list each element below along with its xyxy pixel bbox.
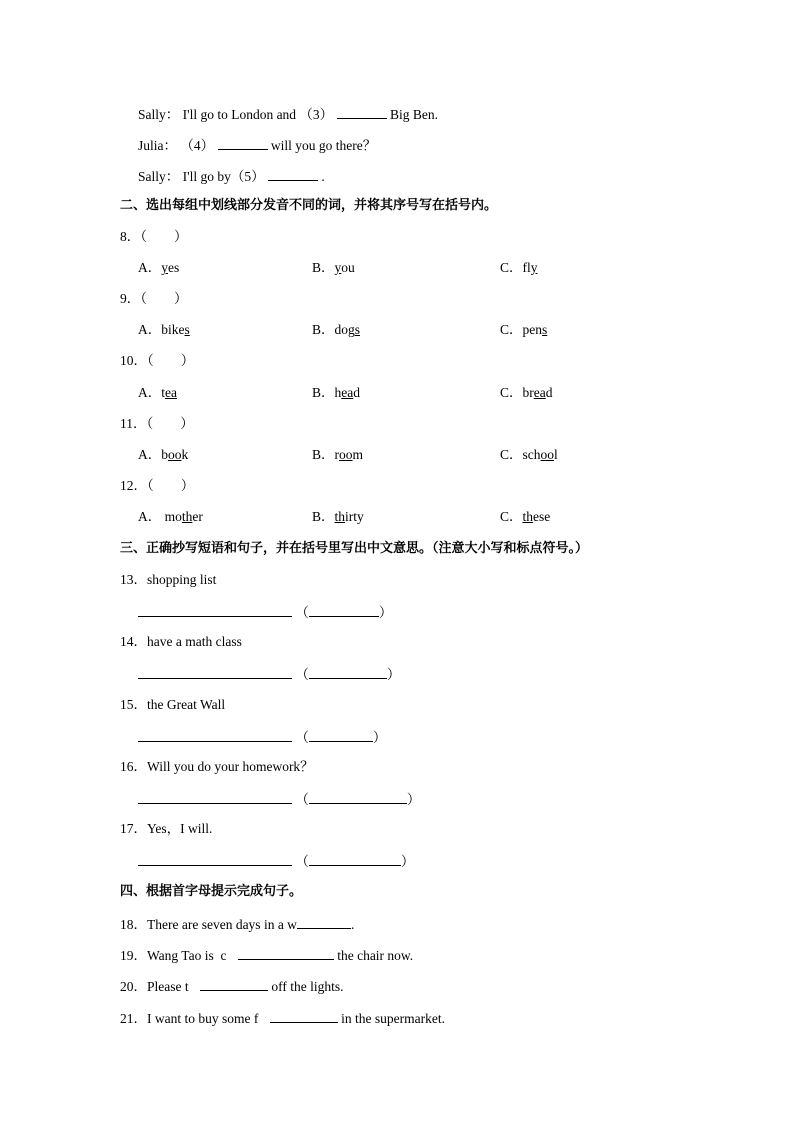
copy-answer-row: （ ）: [138, 789, 420, 809]
meaning-blank[interactable]: [309, 851, 401, 866]
question-number[interactable]: 10．（ ）: [120, 353, 195, 368]
option-c[interactable]: C．school: [500, 447, 558, 462]
question-number[interactable]: 8．（ ）: [120, 229, 188, 244]
meaning-blank[interactable]: [309, 789, 407, 804]
answer-blank[interactable]: [200, 976, 268, 991]
question-prompt: 15．the Great Wall: [120, 697, 226, 712]
option-b[interactable]: B．you: [312, 260, 355, 275]
option-a[interactable]: A．yes: [138, 260, 180, 275]
copy-blank[interactable]: [138, 789, 292, 804]
copy-blank[interactable]: [138, 602, 292, 617]
meaning-blank[interactable]: [309, 727, 373, 742]
copy-blank[interactable]: [138, 727, 292, 742]
dialogue-line: [138, 166, 325, 186]
question-prompt: 16．Will you do your homework？: [120, 759, 314, 774]
answer-blank[interactable]: [238, 945, 334, 960]
question-prompt: 14．have a math class: [120, 634, 242, 649]
section-heading: 二、选出每组中划线部分发音不同的词，并将其序号写在括号内。: [120, 198, 498, 213]
dialogue-text: I'll go by（5）: [182, 169, 265, 184]
fill-sentence: 19．Wang Tao is c the chair now.: [120, 945, 413, 965]
copy-blank[interactable]: [138, 664, 292, 679]
option-c[interactable]: C．bread: [500, 385, 553, 400]
copy-answer-row: （ ）: [138, 602, 392, 622]
answer-blank[interactable]: [297, 914, 351, 929]
dialogue-text: will you go there？: [270, 138, 377, 153]
answer-blank[interactable]: [268, 166, 318, 181]
speaker-label: Sally：: [138, 107, 180, 122]
copy-answer-row: （ ）: [138, 851, 414, 871]
option-b[interactable]: B．thirty: [312, 509, 364, 524]
dialogue-text: .: [321, 169, 325, 184]
speaker-label: Sally：: [138, 169, 180, 184]
copy-answer-row: （ ）: [138, 727, 386, 747]
answer-blank[interactable]: [218, 135, 268, 150]
option-c[interactable]: C．these: [500, 509, 551, 524]
option-b[interactable]: B．head: [312, 385, 360, 400]
fill-sentence: 20．Please t off the lights.: [120, 976, 344, 996]
dialogue-text: Big Ben.: [389, 107, 438, 122]
meaning-blank[interactable]: [309, 664, 387, 679]
fill-sentence: 21．I want to buy some f in the supermarket.: [120, 1008, 445, 1028]
option-b[interactable]: B．room: [312, 447, 364, 462]
answer-blank[interactable]: [337, 104, 387, 119]
question-number[interactable]: 9．（ ）: [120, 291, 188, 306]
question-prompt: 17．Yes，I will.: [120, 821, 213, 836]
copy-blank[interactable]: [138, 851, 292, 866]
dialogue-text: （4）: [180, 138, 215, 153]
option-a[interactable]: A． mother: [138, 509, 203, 524]
option-a[interactable]: A．tea: [138, 385, 177, 400]
question-number[interactable]: 11．（ ）: [120, 416, 194, 431]
question-prompt: 13．shopping list: [120, 572, 217, 587]
option-a[interactable]: A．book: [138, 447, 189, 462]
copy-answer-row: （ ）: [138, 664, 400, 684]
meaning-blank[interactable]: [309, 602, 379, 617]
dialogue-text: I'll go to London and （3）: [182, 107, 334, 122]
option-a[interactable]: A．bikes: [138, 322, 190, 337]
fill-sentence: 18．There are seven days in a w .: [120, 914, 354, 934]
dialogue-line: [138, 135, 376, 155]
option-c[interactable]: C．fly: [500, 260, 538, 275]
answer-blank[interactable]: [270, 1008, 338, 1023]
section-heading: 三、正确抄写短语和句子，并在括号里写出中文意思。（注意大小写和标点符号。）: [120, 541, 589, 556]
speaker-label: Julia：: [138, 138, 177, 153]
option-b[interactable]: B．dogs: [312, 322, 361, 337]
dialogue-line: [138, 104, 438, 124]
question-number[interactable]: 12．（ ）: [120, 478, 195, 493]
option-c[interactable]: C．pens: [500, 322, 548, 337]
section-heading: 四、根据首字母提示完成句子。: [120, 884, 303, 899]
